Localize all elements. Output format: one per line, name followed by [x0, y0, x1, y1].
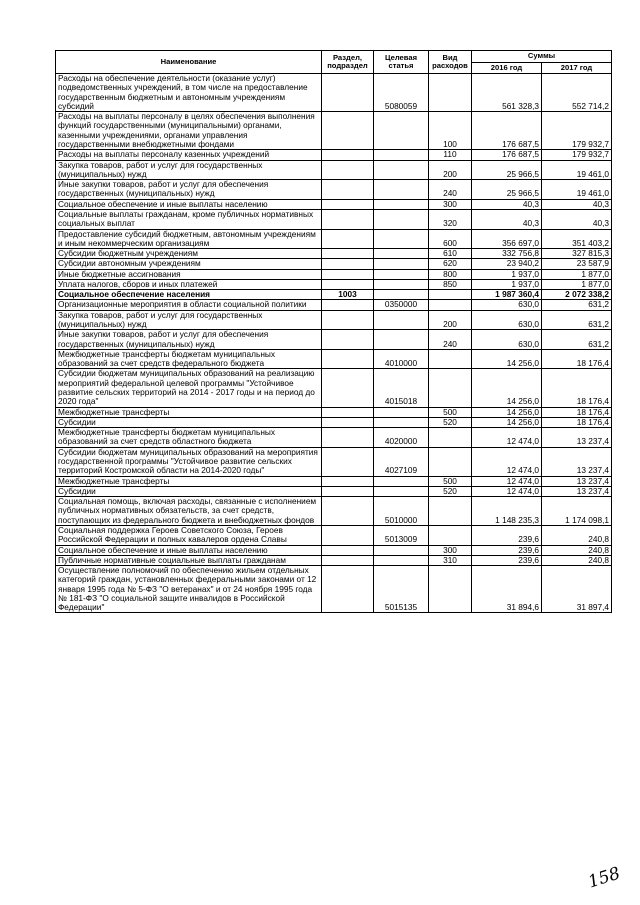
cell-type: 500	[429, 407, 472, 417]
cell-y2017: 179 932,7	[542, 150, 612, 160]
table-row	[56, 199, 612, 209]
cell-target	[374, 417, 429, 427]
cell-section	[322, 112, 374, 150]
cell-type: 240	[429, 330, 472, 350]
cell-y2017: 1 877,0	[542, 279, 612, 289]
cell-y2017: 13 237,4	[542, 476, 612, 486]
cell-name: Социальное обеспечение и иные выплаты населению	[56, 545, 322, 555]
cell-y2017: 18 176,4	[542, 349, 612, 369]
cell-y2016: 31 894,6	[472, 566, 542, 613]
table-row	[56, 249, 612, 259]
cell-target: 4027109	[374, 447, 429, 476]
cell-y2017: 40,3	[542, 209, 612, 229]
cell-y2017: 240,8	[542, 545, 612, 555]
cell-section	[322, 259, 374, 269]
table-row	[56, 290, 612, 300]
cell-type	[429, 74, 472, 112]
cell-type: 300	[429, 545, 472, 555]
cell-y2016: 12 474,0	[472, 476, 542, 486]
cell-name: Субсидии бюджетам муниципальных образований на реализацию мероприятий федеральной целевой программы "Устойчивое развитие сельских территорий на 2014 - 2017 годы и на период до 2020 года"	[56, 369, 322, 407]
cell-type	[429, 349, 472, 369]
cell-y2016: 239,6	[472, 545, 542, 555]
cell-y2017: 19 461,0	[542, 160, 612, 180]
cell-name: Субсидии бюджетам муниципальных образований на мероприятия государственной программы "Устойчивое развитие сельских территорий Костромской области на 2014-2020 годы"	[56, 447, 322, 476]
cell-y2016: 25 966,5	[472, 160, 542, 180]
cell-type: 100	[429, 112, 472, 150]
cell-name: Межбюджетные трансферты бюджетам муниципальных образований за счет средств федерального бюджета	[56, 349, 322, 369]
cell-y2016: 12 474,0	[472, 486, 542, 496]
cell-name: Организационные мероприятия в области социальной политики	[56, 300, 322, 310]
cell-section	[322, 486, 374, 496]
cell-target	[374, 310, 429, 330]
cell-section	[322, 407, 374, 417]
cell-y2016: 23 940,2	[472, 259, 542, 269]
table-row	[56, 229, 612, 249]
cell-type	[429, 447, 472, 476]
cell-name: Предоставление субсидий бюджетным, автономным учреждениям и иным некоммерческим организациям	[56, 229, 322, 249]
cell-y2016: 239,6	[472, 555, 542, 565]
cell-target: 4020000	[374, 428, 429, 448]
cell-y2017: 40,3	[542, 199, 612, 209]
cell-target: 5080059	[374, 74, 429, 112]
cell-y2016: 1 987 360,4	[472, 290, 542, 300]
cell-y2016: 1 937,0	[472, 279, 542, 289]
cell-y2017: 18 176,4	[542, 369, 612, 407]
cell-y2016: 14 256,0	[472, 369, 542, 407]
cell-name: Социальные выплаты гражданам, кроме публичных нормативных социальных выплат	[56, 209, 322, 229]
cell-target	[374, 486, 429, 496]
cell-section	[322, 447, 374, 476]
cell-name: Расходы на обеспечение деятельности (оказание услуг) подведомственных учреждений, в том числе на предоставление государственным бюджетным и автономным учреждениям субсидий	[56, 74, 322, 112]
cell-section	[322, 279, 374, 289]
table-row	[56, 300, 612, 310]
table-row	[56, 209, 612, 229]
table-row	[56, 417, 612, 427]
cell-y2016: 561 328,3	[472, 74, 542, 112]
cell-y2017: 23 587,9	[542, 259, 612, 269]
cell-section	[322, 545, 374, 555]
cell-target: 5010000	[374, 497, 429, 526]
cell-name: Субсидии бюджетным учреждениям	[56, 249, 322, 259]
cell-y2017: 327 815,3	[542, 249, 612, 259]
cell-name: Межбюджетные трансферты	[56, 407, 322, 417]
cell-y2016: 356 697,0	[472, 229, 542, 249]
table-row	[56, 476, 612, 486]
cell-section	[322, 150, 374, 160]
cell-y2017: 13 237,4	[542, 447, 612, 476]
cell-y2017: 240,8	[542, 555, 612, 565]
cell-type: 110	[429, 150, 472, 160]
cell-type: 620	[429, 259, 472, 269]
cell-y2016: 14 256,0	[472, 349, 542, 369]
table-row	[56, 160, 612, 180]
cell-section	[322, 209, 374, 229]
cell-name: Уплата налогов, сборов и иных платежей	[56, 279, 322, 289]
cell-y2016: 14 256,0	[472, 417, 542, 427]
header-2016: 2016 год	[472, 62, 542, 74]
header-section: Раздел, подраздел	[322, 51, 374, 74]
table-row	[56, 180, 612, 200]
cell-type	[429, 290, 472, 300]
cell-type	[429, 497, 472, 526]
cell-section	[322, 349, 374, 369]
cell-target	[374, 555, 429, 565]
cell-section	[322, 269, 374, 279]
cell-type: 520	[429, 486, 472, 496]
cell-type: 500	[429, 476, 472, 486]
cell-section	[322, 525, 374, 545]
cell-section	[322, 249, 374, 259]
cell-section	[322, 555, 374, 565]
cell-type: 200	[429, 310, 472, 330]
cell-name: Расходы на выплаты персоналу казенных учреждений	[56, 150, 322, 160]
cell-y2016: 25 966,5	[472, 180, 542, 200]
cell-name: Межбюджетные трансферты	[56, 476, 322, 486]
cell-section	[322, 180, 374, 200]
cell-y2016: 14 256,0	[472, 407, 542, 417]
cell-target	[374, 476, 429, 486]
table-row	[56, 555, 612, 565]
header-name: Наименование	[56, 51, 322, 74]
table-row	[56, 428, 612, 448]
cell-target	[374, 249, 429, 259]
cell-target: 4015018	[374, 369, 429, 407]
header-target: Целевая статья	[374, 51, 429, 74]
cell-section: 1003	[322, 290, 374, 300]
cell-name: Публичные нормативные социальные выплаты гражданам	[56, 555, 322, 565]
page-number: 158	[585, 863, 623, 893]
cell-name: Иные закупки товаров, работ и услуг для обеспечения государственных (муниципальных) нужд	[56, 330, 322, 350]
cell-y2017: 179 932,7	[542, 112, 612, 150]
cell-type: 600	[429, 229, 472, 249]
cell-type: 300	[429, 199, 472, 209]
cell-type: 240	[429, 180, 472, 200]
cell-type: 850	[429, 279, 472, 289]
cell-y2017: 351 403,2	[542, 229, 612, 249]
cell-target	[374, 150, 429, 160]
cell-section	[322, 74, 374, 112]
cell-name: Субсидии	[56, 417, 322, 427]
cell-y2016: 630,0	[472, 310, 542, 330]
cell-name: Субсидии автономным учреждениям	[56, 259, 322, 269]
table-row	[56, 259, 612, 269]
cell-target	[374, 259, 429, 269]
cell-y2016: 12 474,0	[472, 428, 542, 448]
budget-table	[55, 50, 612, 613]
cell-name: Осуществление полномочий по обеспечению жильем отдельных категорий граждан, установленных федеральными законами от 12 января 1995 года № 5-ФЗ "О ветеранах" и от 24 ноября 1995 года № 181-ФЗ "О социальной защите инвалидов в Российской Федерации"	[56, 566, 322, 613]
cell-target	[374, 199, 429, 209]
cell-y2017: 552 714,2	[542, 74, 612, 112]
table-row	[56, 525, 612, 545]
cell-section	[322, 199, 374, 209]
cell-name: Субсидии	[56, 486, 322, 496]
cell-type: 610	[429, 249, 472, 259]
cell-target	[374, 160, 429, 180]
cell-target	[374, 290, 429, 300]
cell-y2017: 631,2	[542, 330, 612, 350]
cell-y2016: 630,0	[472, 300, 542, 310]
cell-name: Иные закупки товаров, работ и услуг для обеспечения государственных (муниципальных) нужд	[56, 180, 322, 200]
table-row	[56, 566, 612, 613]
cell-y2017: 1 877,0	[542, 269, 612, 279]
cell-y2016: 239,6	[472, 525, 542, 545]
table-row	[56, 112, 612, 150]
table-row	[56, 447, 612, 476]
cell-y2017: 2 072 338,2	[542, 290, 612, 300]
cell-y2016: 1 937,0	[472, 269, 542, 279]
cell-y2016: 176 687,5	[472, 112, 542, 150]
cell-y2017: 631,2	[542, 310, 612, 330]
table-body	[56, 74, 612, 613]
cell-name: Межбюджетные трансферты бюджетам муниципальных образований за счет средств областного бюджета	[56, 428, 322, 448]
cell-y2016: 630,0	[472, 330, 542, 350]
cell-type	[429, 428, 472, 448]
cell-target: 0350000	[374, 300, 429, 310]
cell-target	[374, 279, 429, 289]
cell-name: Расходы на выплаты персоналу в целях обеспечения выполнения функций государственными (муниципальными) органами, казенными учреждениями, органами управления государственными внебюджетными фондами	[56, 112, 322, 150]
cell-y2016: 1 148 235,3	[472, 497, 542, 526]
cell-type	[429, 525, 472, 545]
cell-name: Закупка товаров, работ и услуг для государственных (муниципальных) нужд	[56, 310, 322, 330]
header-sums: Суммы	[472, 51, 612, 63]
table-row	[56, 407, 612, 417]
table-row	[56, 545, 612, 555]
cell-section	[322, 330, 374, 350]
cell-section	[322, 428, 374, 448]
cell-y2017: 631,2	[542, 300, 612, 310]
cell-target	[374, 330, 429, 350]
table-header-row	[56, 51, 612, 63]
cell-target	[374, 229, 429, 249]
cell-section	[322, 300, 374, 310]
cell-type: 310	[429, 555, 472, 565]
table-row	[56, 269, 612, 279]
cell-y2016: 40,3	[472, 199, 542, 209]
cell-y2017: 31 897,4	[542, 566, 612, 613]
cell-target	[374, 112, 429, 150]
cell-y2017: 1 174 098,1	[542, 497, 612, 526]
cell-type	[429, 300, 472, 310]
table-row	[56, 74, 612, 112]
cell-section	[322, 476, 374, 486]
table-row	[56, 369, 612, 407]
cell-y2016: 176 687,5	[472, 150, 542, 160]
cell-section	[322, 229, 374, 249]
cell-name: Социальная поддержка Героев Советского Союза, Героев Российской Федерации и полных кавалеров ордена Славы	[56, 525, 322, 545]
table-row	[56, 330, 612, 350]
cell-name: Закупка товаров, работ и услуг для государственных (муниципальных) нужд	[56, 160, 322, 180]
cell-y2017: 18 176,4	[542, 417, 612, 427]
cell-name: Социальное обеспечение и иные выплаты населению	[56, 199, 322, 209]
cell-type: 200	[429, 160, 472, 180]
cell-target	[374, 180, 429, 200]
cell-target	[374, 269, 429, 279]
cell-y2017: 18 176,4	[542, 407, 612, 417]
cell-type: 520	[429, 417, 472, 427]
cell-type: 800	[429, 269, 472, 279]
cell-section	[322, 566, 374, 613]
cell-name: Иные бюджетные ассигнования	[56, 269, 322, 279]
cell-y2017: 19 461,0	[542, 180, 612, 200]
table-row	[56, 279, 612, 289]
cell-target: 5013009	[374, 525, 429, 545]
cell-y2016: 332 756,8	[472, 249, 542, 259]
cell-section	[322, 417, 374, 427]
header-type: Вид расходов	[429, 51, 472, 74]
cell-section	[322, 310, 374, 330]
cell-y2017: 13 237,4	[542, 486, 612, 496]
cell-y2016: 40,3	[472, 209, 542, 229]
table-row	[56, 150, 612, 160]
header-2017: 2017 год	[542, 62, 612, 74]
table-row	[56, 486, 612, 496]
cell-target: 5015135	[374, 566, 429, 613]
cell-section	[322, 369, 374, 407]
cell-type	[429, 369, 472, 407]
cell-target: 4010000	[374, 349, 429, 369]
cell-target	[374, 407, 429, 417]
cell-y2017: 240,8	[542, 525, 612, 545]
table-row	[56, 497, 612, 526]
cell-section	[322, 497, 374, 526]
cell-name: Социальное обеспечение населения	[56, 290, 322, 300]
table-row	[56, 310, 612, 330]
cell-type	[429, 566, 472, 613]
cell-target	[374, 545, 429, 555]
cell-y2016: 12 474,0	[472, 447, 542, 476]
cell-target	[374, 209, 429, 229]
cell-type: 320	[429, 209, 472, 229]
cell-y2017: 13 237,4	[542, 428, 612, 448]
cell-section	[322, 160, 374, 180]
table-row	[56, 349, 612, 369]
cell-name: Социальная помощь, включая расходы, связанные с исполнением публичных нормативных обязательств, за счет средств, поступающих из федерального бюджета и внебюджетных фондов	[56, 497, 322, 526]
